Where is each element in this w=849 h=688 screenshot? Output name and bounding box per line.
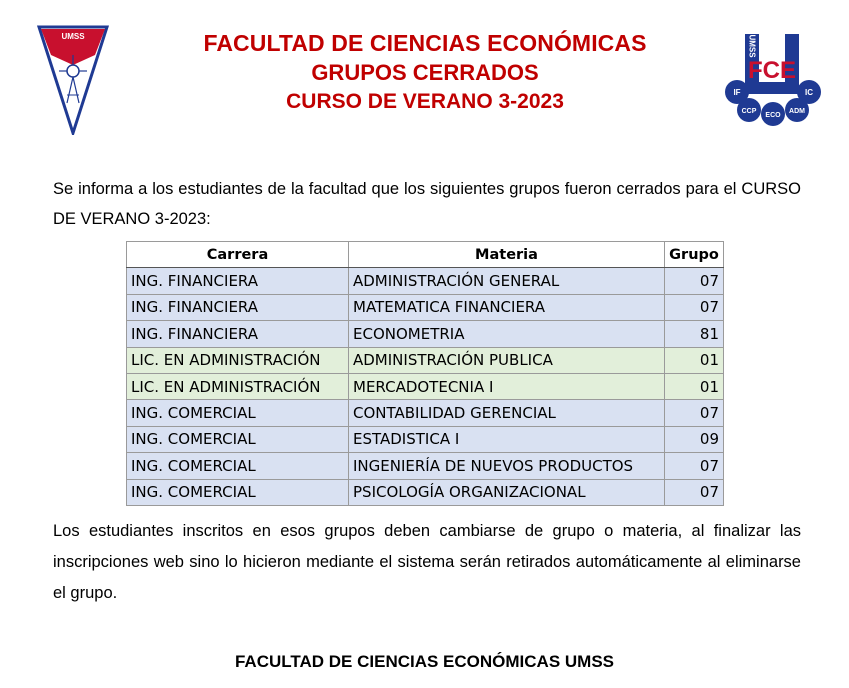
fce-circle-eco: ECO	[765, 112, 781, 119]
cell-carrera: ING. COMERCIAL	[127, 479, 349, 505]
footer-signature: FACULTAD DE CIENCIAS ECONÓMICAS UMSS	[234, 652, 615, 671]
umss-logo-text: UMSS	[61, 32, 85, 41]
cell-materia: CONTABILIDAD GERENCIAL	[349, 400, 665, 426]
cell-carrera: LIC. EN ADMINISTRACIÓN	[127, 373, 349, 399]
cell-grupo: 07	[665, 400, 724, 426]
table-row	[127, 294, 724, 320]
fce-circle-adm: ADM	[789, 108, 805, 115]
header-course: CURSO DE VERANO 3-2023	[286, 90, 564, 113]
table-row	[127, 347, 724, 373]
cell-materia: ECONOMETRIA	[349, 321, 665, 347]
intro-paragraph: Se informa a los estudiantes de la facultad que los siguientes grupos fueron cerrados para el CURSO DE VERANO 3-2023:	[53, 180, 801, 228]
cell-grupo: 01	[665, 347, 724, 373]
table-row	[127, 373, 724, 399]
cell-grupo: 07	[665, 479, 724, 505]
umss-logo	[37, 25, 109, 135]
cell-carrera: ING. COMERCIAL	[127, 426, 349, 452]
cell-materia: ADMINISTRACIÓN PUBLICA	[349, 347, 665, 373]
header-carrera: Carrera	[127, 242, 349, 268]
cell-carrera: ING. COMERCIAL	[127, 400, 349, 426]
cell-grupo: 09	[665, 426, 724, 452]
header-grupo: Grupo	[665, 242, 724, 268]
cell-carrera: ING. FINANCIERA	[127, 294, 349, 320]
document-header	[110, 29, 740, 116]
fce-circle-ic: IC	[805, 88, 813, 97]
fce-vertical-text: UMSS	[747, 34, 757, 58]
fce-text: FCE	[748, 57, 796, 84]
table-row	[127, 426, 724, 452]
table-row	[127, 268, 724, 294]
cell-materia: MERCADOTECNIA I	[349, 373, 665, 399]
cell-grupo: 07	[665, 268, 724, 294]
cell-carrera: ING. FINANCIERA	[127, 321, 349, 347]
cell-carrera: ING. COMERCIAL	[127, 453, 349, 479]
cell-carrera: ING. FINANCIERA	[127, 268, 349, 294]
cell-carrera: LIC. EN ADMINISTRACIÓN	[127, 347, 349, 373]
header-closed-groups: GRUPOS CERRADOS	[311, 60, 539, 85]
cell-materia: PSICOLOGÍA ORGANIZACIONAL	[349, 479, 665, 505]
fce-circle-if: IF	[733, 88, 741, 97]
table-row	[127, 321, 724, 347]
table-row	[127, 400, 724, 426]
header-faculty: FACULTAD DE CIENCIAS ECONÓMICAS	[203, 30, 647, 56]
cell-materia: ADMINISTRACIÓN GENERAL	[349, 268, 665, 294]
table-row	[127, 479, 724, 505]
cell-grupo: 07	[665, 294, 724, 320]
cell-grupo: 01	[665, 373, 724, 399]
header-materia: Materia	[349, 242, 665, 268]
note-paragraph: Los estudiantes inscritos en esos grupos deben cambiarse de grupo o materia, al finalizar las inscripciones web sino lo hicieron mediante el sistema serán retirados automáticamente al eliminarse el grupo.	[53, 522, 801, 602]
closed-groups-table	[126, 241, 724, 506]
cell-grupo: 81	[665, 321, 724, 347]
cell-materia: ESTADISTICA I	[349, 426, 665, 452]
cell-materia: MATEMATICA FINANCIERA	[349, 294, 665, 320]
fce-circle-ccp: CCP	[741, 108, 757, 115]
table-row	[127, 453, 724, 479]
cell-grupo: 07	[665, 453, 724, 479]
cell-materia: INGENIERÍA DE NUEVOS PRODUCTOS	[349, 453, 665, 479]
table-header-row	[127, 242, 724, 268]
